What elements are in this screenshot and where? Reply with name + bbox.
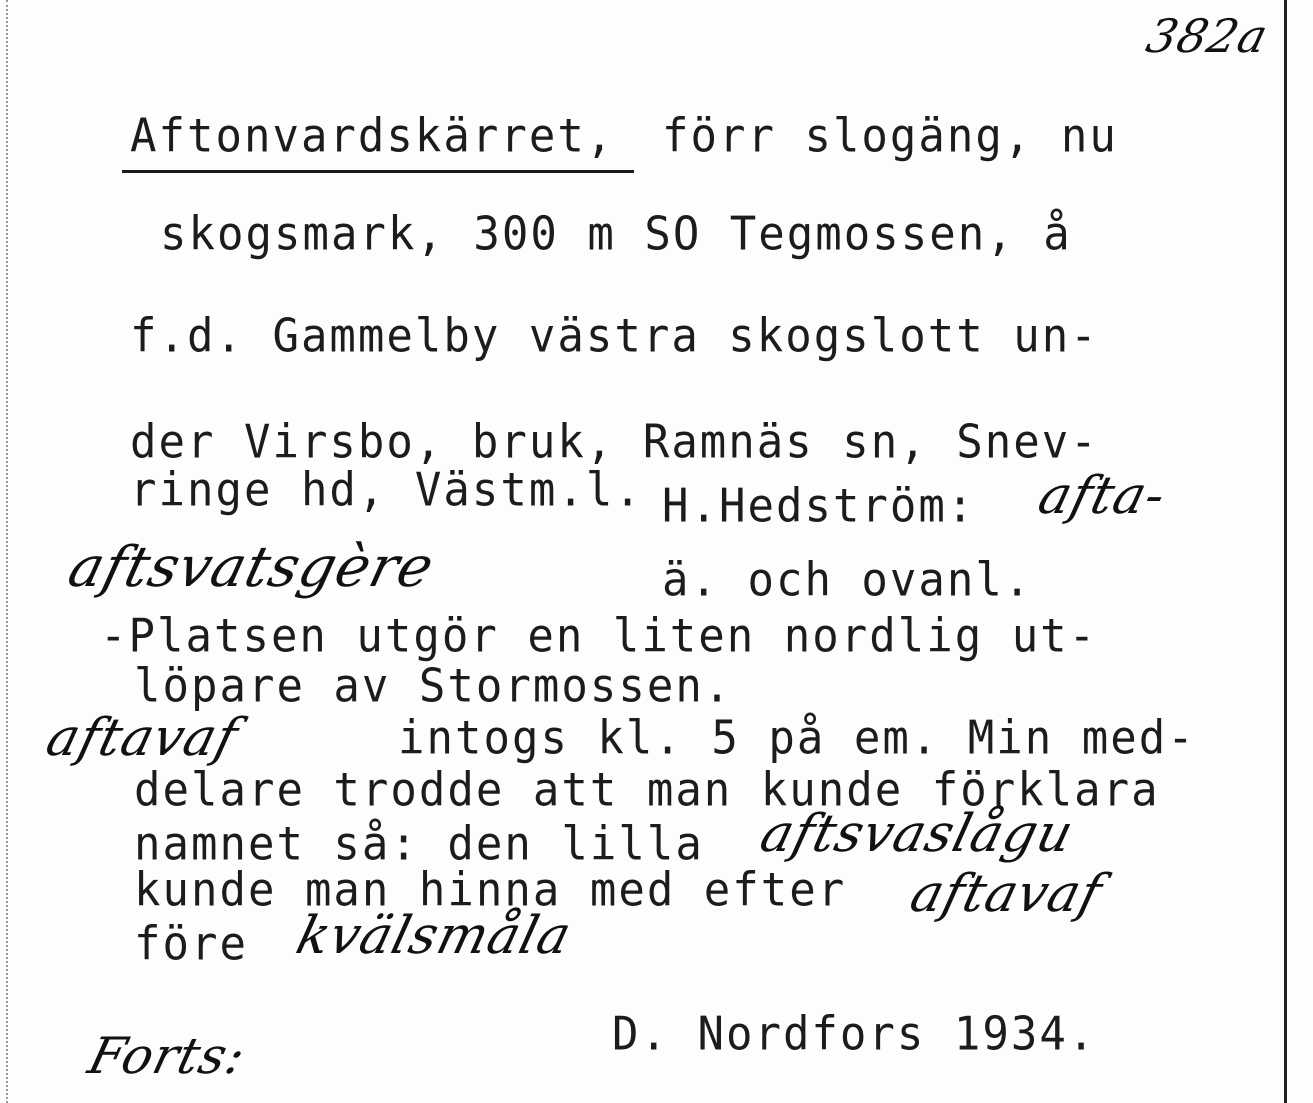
entry-line-1: förr slogäng, nu [662, 109, 1118, 164]
informant: H.Hedström: [662, 479, 976, 534]
entry-line-8: löpare av Stormossen. [134, 659, 733, 714]
entry-line-5: ringe hd, Västm.l. [130, 463, 643, 518]
headword-underline [122, 170, 634, 173]
handwritten-pronunciation-3: aftsvaslågu [754, 804, 1080, 864]
handwritten-afta: afta- [1032, 466, 1173, 526]
signature-line: D. Nordfors 1934. [612, 1007, 1097, 1062]
continued-note: Forts: [82, 1027, 252, 1085]
entry-line-11: namnet så: den lilla [134, 817, 704, 872]
entry-line-4: der Virsbo, bruk, Ramnäs sn, Snev- [130, 415, 1099, 470]
handwritten-pronunciation-1: aftsvatsgère [62, 535, 441, 600]
handwritten-pronunciation-2: aftavaf [40, 708, 245, 768]
entry-line-12: kunde man hinna med efter [134, 863, 847, 918]
card-left-edge [6, 0, 9, 1103]
handwritten-pronunciation-4: aftavaf [904, 864, 1109, 924]
entry-line-10: delare trodde att man kunde förklara [134, 763, 1160, 818]
entry-line-2: skogsmark, 300 m SO Tegmossen, å [160, 207, 1072, 262]
entry-line-13: före [134, 917, 248, 972]
card-right-edge [1284, 0, 1287, 1103]
entry-line-9: intogs kl. 5 på em. Min med- [398, 711, 1196, 766]
entry-line-3: f.d. Gammelby västra skogslott un- [130, 309, 1099, 364]
entry-line-6: ä. och ovanl. [662, 553, 1033, 608]
card-number: 382a [1141, 9, 1274, 63]
headword: Aftonvardskärret, [130, 109, 615, 164]
entry-line-7: -Platsen utgör en liten nordlig ut- [100, 609, 1098, 664]
handwritten-pronunciation-5: kvälsmåla [290, 906, 578, 966]
